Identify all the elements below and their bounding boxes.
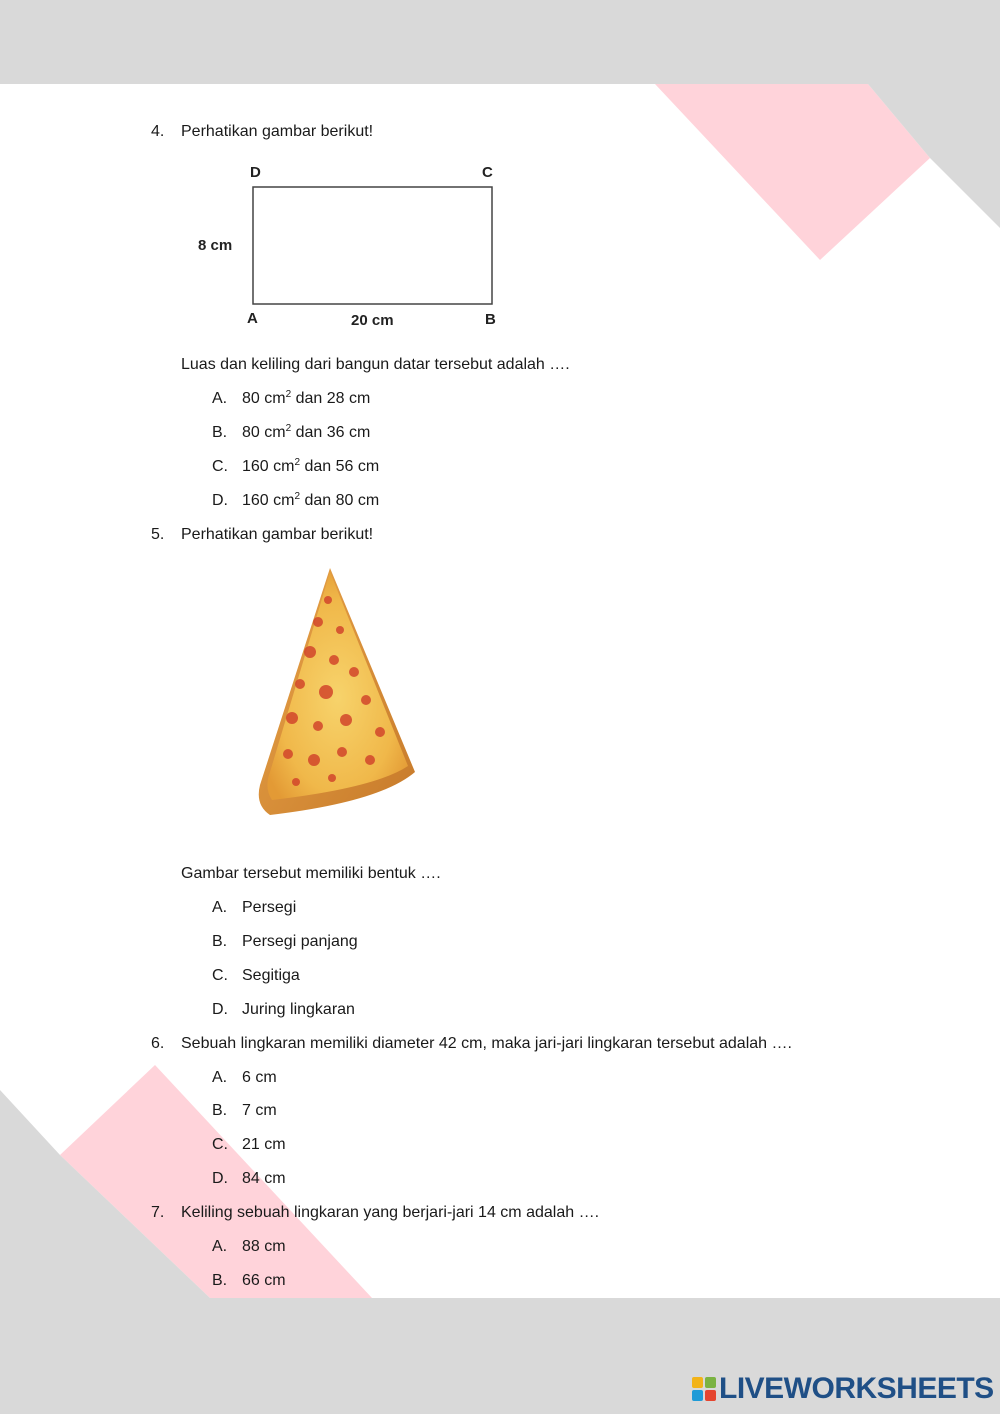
option-text: Persegi <box>242 899 297 916</box>
question-text: Sebuah lingkaran memiliki diameter 42 cm, maka jari-jari lingkaran tersebut adalah …. <box>181 1035 792 1052</box>
option-text: 160 $cm^2$ dan 80 cm <box>242 491 380 509</box>
question-number: 7. <box>151 1204 165 1221</box>
option-text: 66 cm <box>242 1272 286 1289</box>
height-label: 8 cm <box>198 237 233 254</box>
pizza-slice-image <box>230 560 430 830</box>
option-letter: C. <box>212 967 228 984</box>
option-letter: B. <box>212 1272 228 1289</box>
option-letter: C. <box>212 458 228 475</box>
option-text: 21 cm <box>242 1136 286 1153</box>
liveworksheets-logo[interactable] <box>692 1374 994 1404</box>
vertex-label-b: B <box>485 311 496 328</box>
option-letter: B. <box>212 424 228 441</box>
option-text: Juring lingkaran <box>242 1001 355 1018</box>
option-text: 80 $cm^2$ dan 36 cm <box>242 423 371 441</box>
question-number: 6. <box>151 1035 165 1052</box>
question-text: Perhatikan gambar berikut! <box>181 123 374 140</box>
option-letter: B. <box>212 933 228 950</box>
option-text: 160 $cm^2$ dan 56 cm <box>242 457 380 475</box>
option-letter: D. <box>212 492 228 509</box>
question-5-stem: Gambar tersebut memiliki bentuk …. <box>181 865 441 882</box>
vertex-label-d: D <box>250 164 261 181</box>
question-text: Perhatikan gambar berikut! <box>181 526 374 543</box>
pizza-top <box>267 572 408 800</box>
rectangle-figure <box>190 155 520 335</box>
vertex-label-a: A <box>247 310 258 327</box>
option-text: 6 cm <box>242 1069 277 1086</box>
option-text: 7 cm <box>242 1102 277 1119</box>
question-4-stem: Luas dan keliling dari bangun datar tersebut adalah …. <box>181 356 570 373</box>
top-right-pink-shape <box>655 84 930 260</box>
option-text: 84 cm <box>242 1170 286 1187</box>
option-letter: B. <box>212 1102 228 1119</box>
option-letter: D. <box>212 1170 228 1187</box>
question-text: Keliling sebuah lingkaran yang berjari-jari 14 cm adalah …. <box>181 1204 600 1221</box>
option-letter: A. <box>212 390 228 407</box>
logo-text: LIVEWORKSHEETS <box>719 1372 994 1405</box>
width-label: 20 cm <box>351 312 394 329</box>
question-number: 5. <box>151 526 165 543</box>
option-letter: A. <box>212 899 228 916</box>
question-number: 4. <box>151 123 165 140</box>
option-letter: C. <box>212 1136 228 1153</box>
option-letter: A. <box>212 1238 228 1255</box>
option-text: 88 cm <box>242 1238 286 1255</box>
option-text: Segitiga <box>242 967 300 984</box>
option-text: 80 $cm^2$ dan 28 cm <box>242 389 371 407</box>
logo-mark-icon <box>692 1377 716 1401</box>
option-letter: A. <box>212 1069 228 1086</box>
option-letter: D. <box>212 1001 228 1018</box>
vertex-label-c: C <box>482 164 493 181</box>
rectangle-shape <box>253 187 492 304</box>
option-text: Persegi panjang <box>242 933 358 950</box>
